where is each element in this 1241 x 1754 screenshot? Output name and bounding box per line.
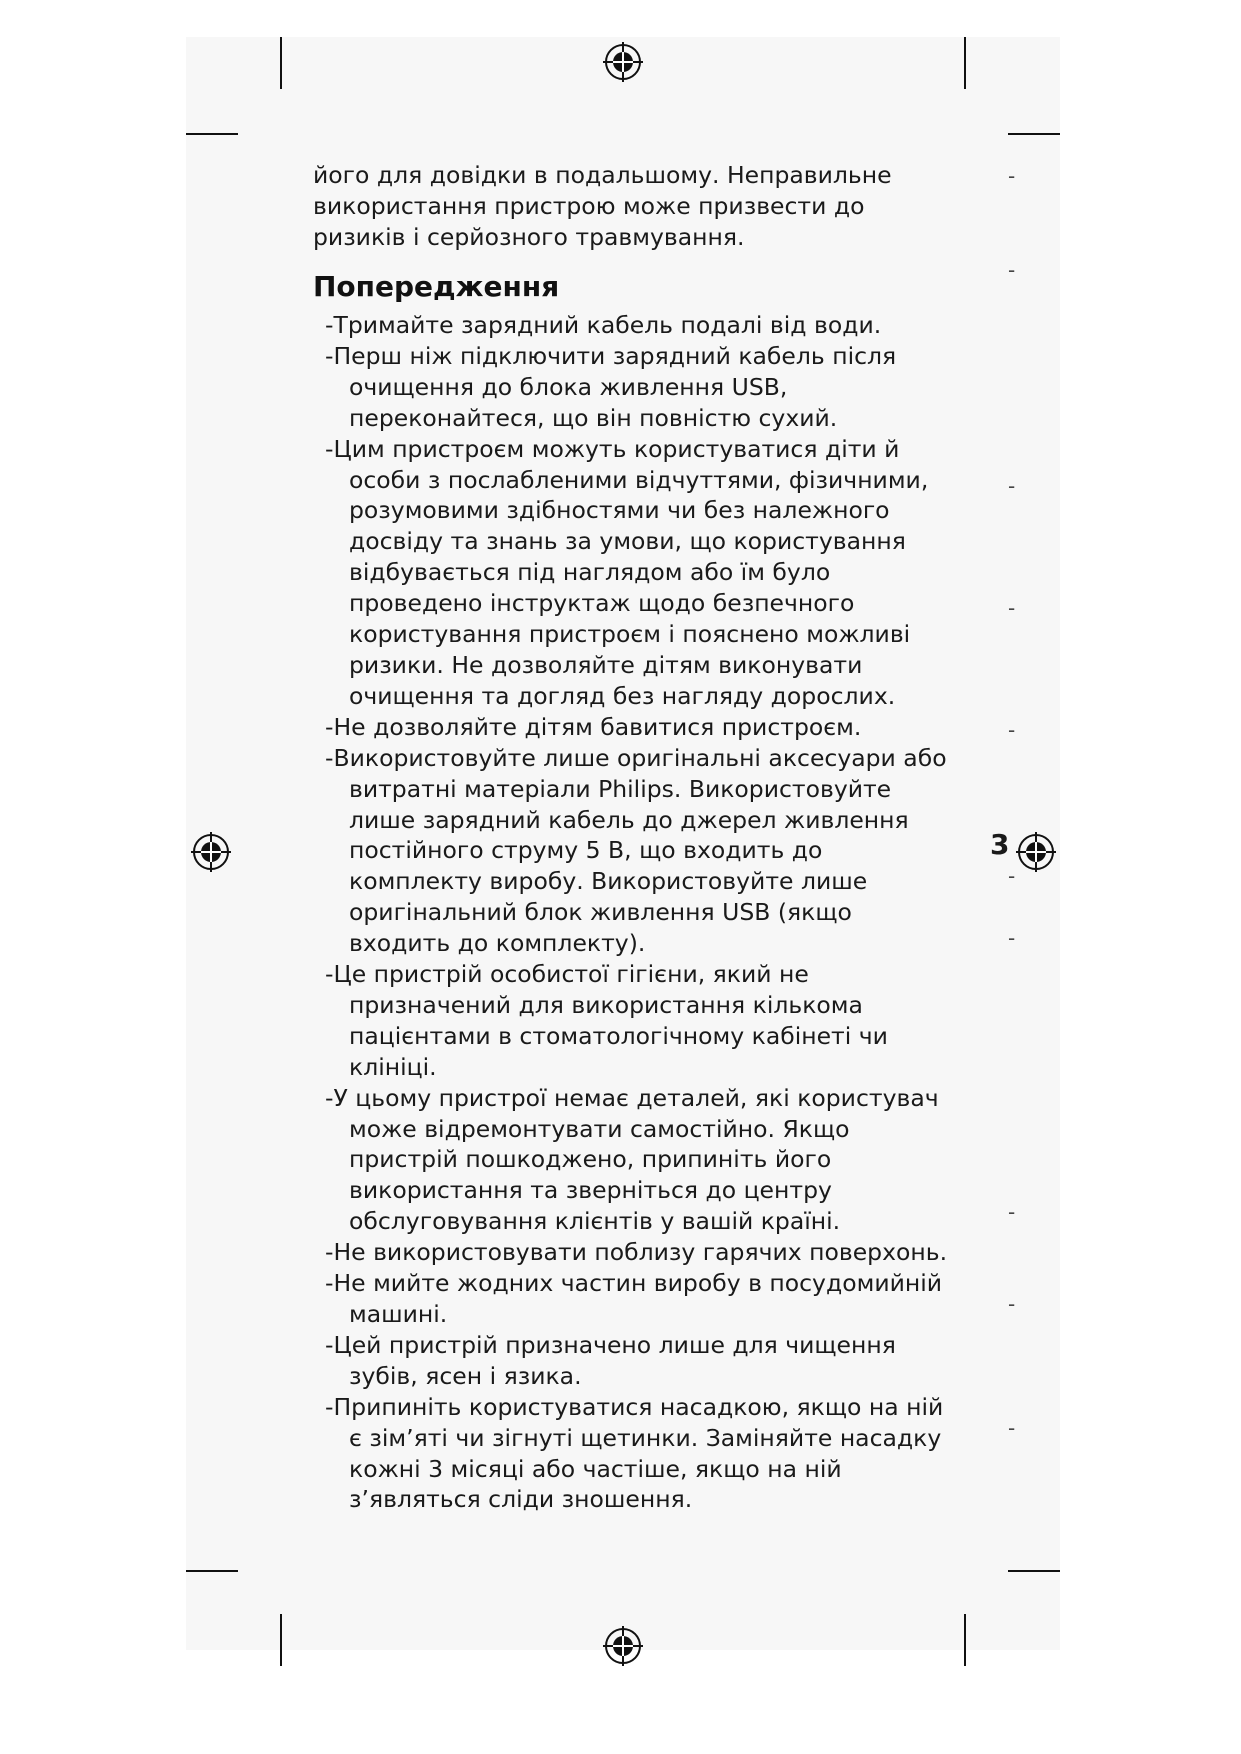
registration-mark-icon [1016,832,1056,872]
intro-paragraph: його для довідки в подальшому. Неправильне використання пристрою може призвести до ризиків і серйозного травмування. [313,161,892,251]
list-item: -Це пристрій особистої гігієни, який не призначений для використання кількома пацієнтами в стоматологічному кабінеті чи клініці. [325,960,888,1081]
list-item: -Використовуйте лише оригінальні аксесуари або витратні матеріали Philips. Використовуйте лише зарядний кабель до джерел живлення постійного струму 5 В, що входить до комплекту виробу. Використовуйте лише оригінальний блок живлення USB (якщо входить до комплекту). [325,743,947,958]
crop-mark [964,37,966,89]
margin-dash: - [1008,864,1016,888]
warnings-list [313,310,953,1515]
page-number-fragment: 3 [990,828,1010,861]
list-item: -Припиніть користуватися насадкою, якщо на ній є зім’яті чи зігнуті щетинки. Заміняйте насадку кожні 3 місяці або частіше, якщо на ній з’являться сліди зношення. [325,1392,944,1514]
margin-dash: - [1008,164,1016,188]
crop-mark [964,1614,966,1666]
margin-dash: - [1008,258,1016,282]
margin-dash: - [1008,1416,1016,1440]
margin-dash: - [1008,718,1016,742]
margin-dash: - [1008,1292,1016,1316]
list-item: -Перш ніж підключити зарядний кабель після очищення до блока живлення USB, переконайтеся, що він повністю сухий. [325,341,897,432]
list-item: -Тримайте зарядний кабель подалі від води. [325,311,882,339]
margin-dash: - [1008,474,1016,498]
list-item: -Не мийте жодних частин виробу в посудомийній машині. [325,1269,943,1328]
margin-dash: - [1008,596,1016,620]
crop-mark [186,133,238,135]
crop-mark [1008,1570,1060,1572]
registration-mark-icon [603,42,643,82]
crop-mark [1008,133,1060,135]
registration-mark-icon [191,832,231,872]
document-body [313,160,953,1515]
crop-mark [280,37,282,89]
list-item: -Не використовувати поблизу гарячих поверхонь. [325,1238,948,1267]
section-heading-warnings: Попередження [313,270,560,303]
list-item: -Не дозволяйте дітям бавитися пристроєм. [325,712,862,741]
list-item: -Цей пристрій призначено лише для чищення зубів, ясен і язика. [325,1330,896,1390]
crop-mark [280,1614,282,1666]
list-item: -Цим пристроєм можуть користуватися діти й особи з послабленими відчуттями, фізичними, розумовими здібностями чи без належного досвіду та знань за умови, що користування відбувається під наглядом або їм було проведено інструктаж щодо безпечного користування пристроєм і пояснено можливі ризики. Не дозволяйте дітям виконувати очищення та догляд без нагляду дорослих. [325,434,929,710]
crop-mark [186,1570,238,1572]
margin-dash: - [1008,926,1016,950]
registration-mark-icon [603,1626,643,1666]
list-item: -У цьому пристрої немає деталей, які користувач може відремонтувати самостійно. Якщо пристрій пошкоджено, припиніть його використання та зверніться до центру обслуговування клієнтів у вашій країні. [325,1083,939,1236]
margin-dash: - [1008,1200,1016,1224]
